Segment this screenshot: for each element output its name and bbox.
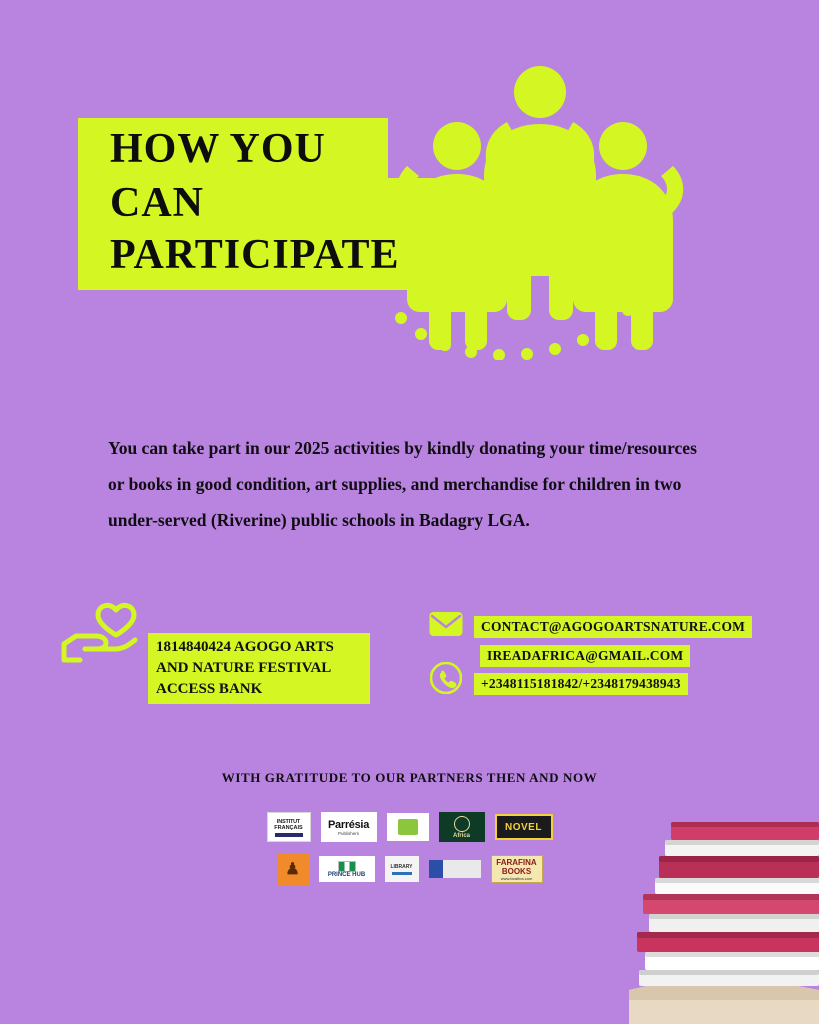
farafina-books-logo <box>491 855 543 883</box>
if-line-1: INSTITUT <box>276 819 301 825</box>
parresia-name: Parrésia <box>327 818 370 831</box>
prince-of-nigeria-logo <box>319 856 375 882</box>
bank-account-box <box>148 633 370 704</box>
prince-label: PRINCE HUB <box>327 871 366 878</box>
title-line-1: HOW YOU <box>78 118 388 178</box>
orange-figure-glyph: ♟ <box>285 861 300 878</box>
if-bar <box>275 833 303 837</box>
green-mark <box>398 819 418 835</box>
title-line-3: PARTICIPATE <box>78 230 448 290</box>
dark-circle-logo <box>439 812 485 842</box>
nigeria-flag-icon <box>338 861 356 872</box>
dark-circle-mark <box>454 816 470 832</box>
novel-logo <box>495 814 553 840</box>
if-line-2: FRANÇAIS <box>274 825 303 831</box>
farafina-line-1: FARAFINA <box>496 857 537 867</box>
strip-banner-logo <box>429 860 481 878</box>
poster-header <box>0 50 819 380</box>
book-stack-illustration <box>619 794 819 1024</box>
blue-bar-logo <box>385 856 419 882</box>
institut-francais-logo <box>267 812 311 842</box>
bank-line-2: AND NATURE FESTIVAL <box>156 660 332 676</box>
phone-icon <box>430 662 462 694</box>
bank-line-3: ACCESS BANK <box>156 679 362 700</box>
orange-figure-logo <box>277 853 309 885</box>
envelope-icon <box>428 610 464 638</box>
novel-label: NOVEL <box>505 821 542 833</box>
partners-title: WITH GRATITUDE TO OUR PARTNERS THEN AND NOW <box>221 770 598 785</box>
dark-logo-label: Africa <box>452 832 470 839</box>
contact-section <box>0 600 819 720</box>
hand-heart-icon <box>60 600 160 670</box>
farafina-line-2: BOOKS <box>501 866 532 876</box>
green-leaf-logo <box>387 813 429 841</box>
email-primary[interactable]: CONTACT@AGOGOARTSNATURE.COM <box>474 616 752 638</box>
farafina-url: www.farafina.com <box>500 875 533 881</box>
body-paragraph: You can take part in our 2025 activities by kindly donating your time/resources or books in good condition, art supplies, and merchandise for children in two under-served (Riverine) public schools in Badagry LGA. <box>108 437 697 530</box>
parresia-sub: Publishers <box>337 830 359 836</box>
email-secondary[interactable]: IREADAFRICA@GMAIL.COM <box>480 645 690 667</box>
parresia-logo <box>321 812 377 842</box>
bank-line-1: 1814840424 AGOGO ARTS <box>156 639 334 655</box>
page-title <box>78 118 448 290</box>
phone-numbers[interactable]: +2348115181842/+2348179438943 <box>474 673 688 695</box>
blue-bar-mark <box>392 872 412 875</box>
library-label: LIBRARY <box>390 863 413 870</box>
title-line-2: CAN <box>78 178 448 230</box>
